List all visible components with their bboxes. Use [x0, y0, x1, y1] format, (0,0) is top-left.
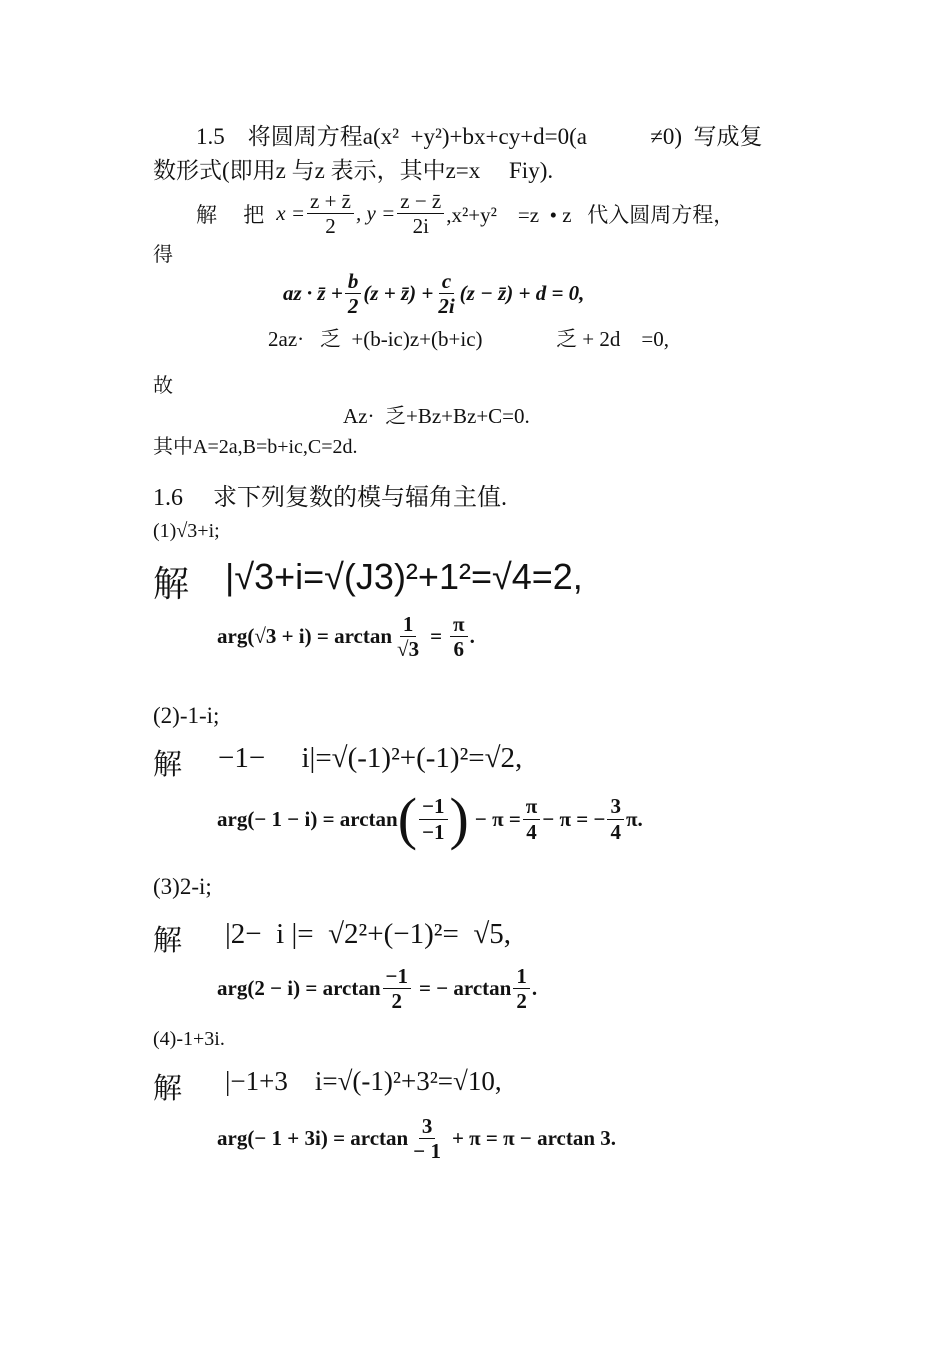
a2-res-den: 4 — [610, 819, 621, 844]
a2-argument — [217, 786, 643, 851]
p15-eq1-b-den: 2 — [347, 294, 359, 319]
a2-left-paren: ( — [397, 786, 418, 851]
q2-label: (2)-1-i; — [153, 703, 220, 728]
p15-gu: 故 — [153, 375, 173, 397]
a3-modulus: |2− i |= √2²+(−1)²= √5, — [225, 918, 511, 950]
p15-eq1-mid: (z + z̄) + — [363, 281, 434, 306]
a4-arg-left: arg(− 1 + 3i) = arctan — [217, 1126, 409, 1151]
a3-end: . — [531, 976, 538, 1001]
a2-pi-den: 4 — [526, 819, 537, 844]
a2-mid2: − π = − — [542, 806, 606, 831]
a2-arg-fraction — [419, 795, 447, 842]
a2-modulus: −1− i|=√(-1)²+(-1)²=√2, — [218, 742, 523, 774]
p15-equation-2: 2az· 乏 +(b-ic)z+(b+ic) 乏 + 2d =0, — [268, 327, 669, 351]
a1-end: . — [469, 624, 475, 649]
q1-label: (1)√3+i; — [153, 520, 220, 542]
p15-equation-3: Az· 乏+Bz+Bz+C=0. — [343, 404, 530, 428]
a2-arg-den: −1 — [422, 819, 445, 844]
p15-x-num: z + z̄ — [307, 190, 354, 214]
a2-result-fraction — [607, 795, 624, 842]
a2-res-num: 3 — [607, 795, 624, 819]
q4-label: (4)-1+3i. — [153, 1028, 225, 1050]
a1-modulus: |√3+i=√(J3)²+1²=√4=2, — [225, 556, 583, 597]
a3-res-den: 2 — [516, 989, 527, 1014]
p15-eq1-c-fraction — [435, 270, 457, 317]
a1-arg-left: arg(√3 + i) = arctan — [217, 624, 393, 649]
a1-arg-fraction — [394, 613, 422, 660]
p15-equation-1 — [283, 270, 584, 317]
a1-res-den: 6 — [453, 637, 465, 662]
p15-eq1-c-den: 2i — [438, 294, 455, 319]
a2-end: π. — [625, 806, 643, 831]
p15-substitution-line — [196, 190, 734, 237]
p15-eq1-end: (z − z̄) + d = 0, — [459, 281, 585, 306]
a3-arg-num: −1 — [383, 965, 411, 989]
a3-arg-fraction — [383, 965, 411, 1012]
a3-arg-left: arg(2 − i) = arctan — [217, 976, 381, 1001]
a4-arg-den: − 1 — [413, 1139, 441, 1164]
p15-x-fraction — [307, 190, 354, 237]
a4-arg-num: 3 — [419, 1115, 436, 1139]
a1-argument — [217, 613, 475, 660]
a3-arg-den: 2 — [391, 989, 402, 1014]
p15-x-eq: x = — [276, 201, 305, 226]
p15-y-den: 2i — [412, 214, 429, 239]
p15-line2: 数形式(即用z 与z 表示，其中z=x Fiy). — [153, 158, 554, 183]
p15-y-eq: , y = — [356, 201, 396, 226]
a4-end: + π = π − arctan 3. — [451, 1126, 617, 1151]
p15-eq1-c-num: c — [439, 270, 454, 294]
a3-result-fraction — [513, 965, 530, 1012]
a4-arg-fraction — [410, 1115, 444, 1162]
p15-de: 得 — [153, 244, 173, 266]
a1-arg-den: √3 — [397, 637, 420, 662]
a1-result-fraction — [450, 613, 468, 660]
p15-x-den: 2 — [325, 214, 336, 239]
p15-line1: 1.5 将圆周方程a(x² +y²)+bx+cy+d=0(a ≠0) 写成复 — [196, 124, 763, 149]
a4-solve-label: 解 — [153, 1073, 183, 1105]
a3-solve-label: 解 — [153, 925, 183, 957]
p15-eq1-b-fraction — [345, 270, 362, 317]
p15-solve-suffix: ,x²+y² =z • z 代入圆周方程， — [446, 202, 735, 227]
a4-argument — [217, 1115, 616, 1162]
a1-solve-label: 解 — [153, 564, 190, 604]
a4-modulus: |−1+3 i=√(-1)²+3²=√10, — [225, 1066, 502, 1096]
p15-eq1-a: az · z̄ + — [283, 281, 343, 306]
a2-arg-left: arg(− 1 − i) = arctan — [217, 806, 398, 831]
a3-res-num: 1 — [513, 965, 530, 989]
a1-res-num: π — [450, 613, 468, 637]
a1-arg-eq: = — [430, 624, 443, 649]
a2-pi-num: π — [523, 795, 541, 819]
a1-arg-num: 1 — [400, 613, 417, 637]
p15-y-num: z − z̄ — [397, 190, 444, 214]
a2-mid: − π = — [474, 806, 521, 831]
p15-solve-prefix: 解 把 — [196, 202, 265, 227]
a2-right-paren: ) — [449, 786, 469, 851]
a2-arg-num: −1 — [419, 795, 447, 819]
a2-pi-fraction — [523, 795, 541, 842]
a3-argument — [217, 965, 537, 1012]
q3-label: (3)2-i; — [153, 874, 212, 899]
p15-eq1-b-num: b — [345, 270, 362, 294]
p15-y-fraction — [397, 190, 444, 237]
p16-heading: 1.6 求下列复数的模与辐角主值. — [153, 485, 507, 511]
p15-where: 其中A=2a,B=b+ic,C=2d. — [153, 436, 358, 458]
a3-mid: = − arctan — [418, 976, 512, 1001]
a2-solve-label: 解 — [153, 749, 183, 781]
